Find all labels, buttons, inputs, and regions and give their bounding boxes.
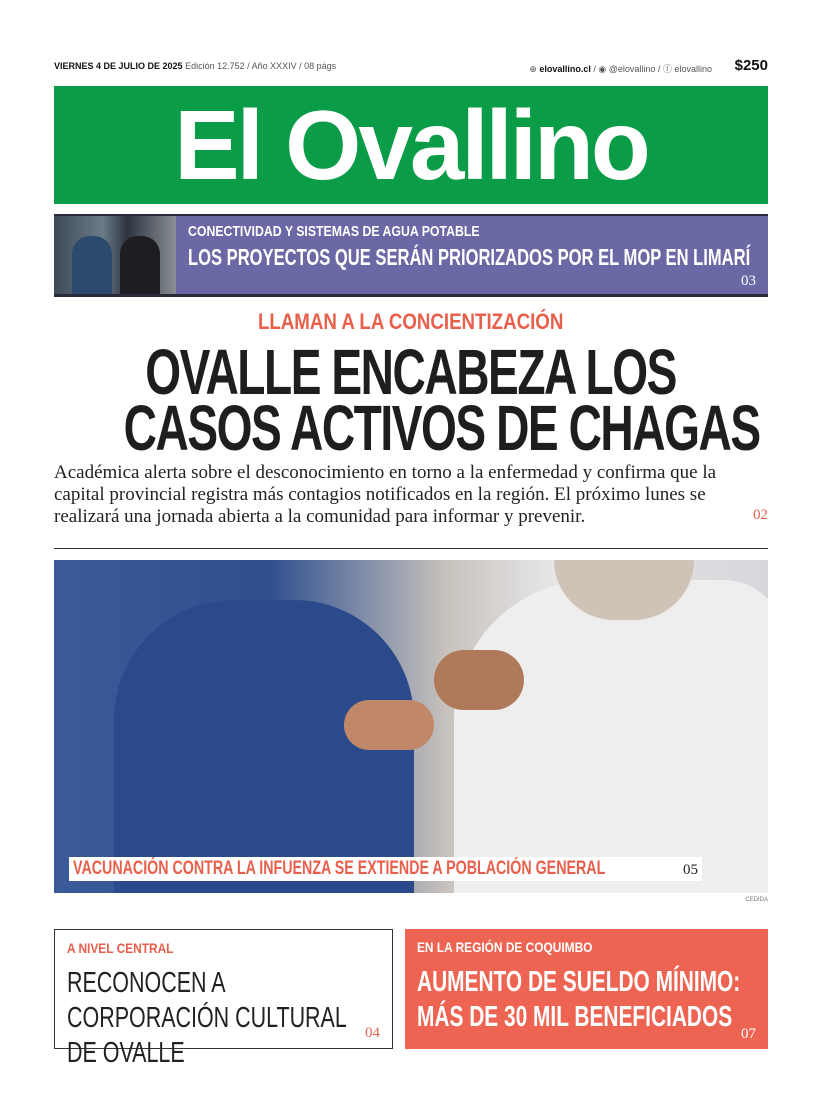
story-box-right[interactable] (405, 929, 768, 1049)
box-headline: AUMENTO DE SUELDO MÍNIMO: MÁS DE 30 MIL BENEFICIADOS (417, 966, 741, 1033)
date: VIERNES 4 DE JULIO DE 2025 (54, 61, 183, 71)
story-box-left[interactable] (54, 929, 393, 1069)
top-bar (54, 57, 768, 75)
photo-caption[interactable]: VACUNACIÓN CONTRA LA INFUENZA SE EXTIENDE A POBLACIÓN GENERAL 05 (69, 857, 702, 881)
photo-credit: CEDIDA (745, 897, 768, 903)
lead-headline-line-2[interactable]: CASOS ACTIVOS DE CHAGAS (123, 392, 760, 464)
page-number: 02 (753, 507, 768, 523)
lead-dek: Académica alerta sobre el desconocimiento en torno a la enfermedad y confirma que la capital provincial registra más contagios notificados en la región. El próximo lunes se realizará una jornada abierta a la comunidad para informar y prevenir. 02 (54, 462, 768, 527)
website-link[interactable]: elovallino.cl (539, 64, 591, 74)
twitter-icon: ◉ (598, 64, 607, 74)
page-number: 04 (365, 1025, 380, 1041)
page-number: 05 (683, 862, 698, 878)
box-headline: RECONOCEN A CORPORACIÓN CULTURAL DE OVALLE (67, 967, 347, 1069)
facebook-handle[interactable]: elovallino (674, 64, 712, 74)
teaser-kicker: CONECTIVIDAD Y SISTEMAS DE AGUA POTABLE (188, 223, 480, 240)
masthead (54, 86, 768, 204)
edition-info: Edición 12.752 / Año XXXIV / 08 págs (185, 61, 337, 71)
teaser-headline: LOS PROYECTOS QUE SERÁN PRIORIZADOS POR EL MOP EN LIMARÍ (188, 244, 751, 270)
teaser-band[interactable] (54, 214, 768, 297)
divider (54, 548, 768, 549)
twitter-handle[interactable]: @elovallino (608, 64, 656, 74)
box-kicker: EN LA REGIÓN DE COQUIMBO (417, 939, 593, 955)
lead-kicker: LLAMAN A LA CONCIENTIZACIÓN (258, 309, 564, 334)
lead-headline-line-1[interactable]: OVALLE ENCABEZA LOS (145, 336, 677, 408)
vaccination-photo (54, 560, 768, 893)
page-number: 03 (741, 273, 756, 289)
social-links: ⊕ elovallino.cl / ◉ @elovallino / ⓕ elovallino (529, 64, 712, 74)
globe-icon: ⊕ (529, 64, 537, 74)
masthead-title: El Ovallino (174, 90, 648, 200)
page-number: 07 (741, 1026, 756, 1042)
teaser-photo (54, 216, 176, 294)
facebook-icon: ⓕ (662, 64, 672, 74)
price: $250 (734, 57, 768, 74)
box-kicker: A NIVEL CENTRAL (67, 940, 174, 956)
